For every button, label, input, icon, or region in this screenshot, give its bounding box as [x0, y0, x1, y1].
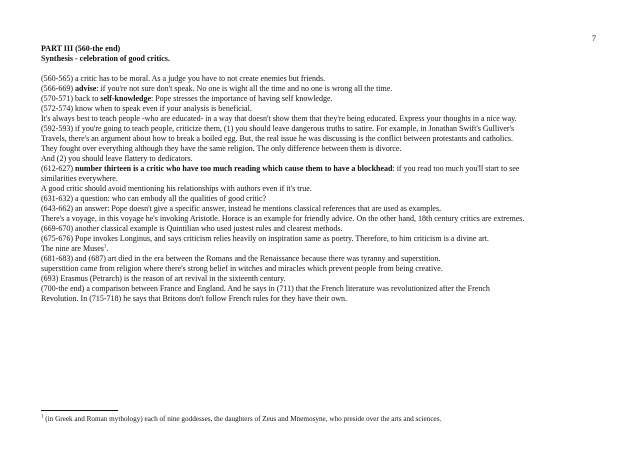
note-line: [41, 104, 601, 114]
note-line: [41, 194, 601, 204]
footnote-text: (in Greek and Roman mythology) each of nine goddesses, the daughters of Zeus and Mnemosyne, who preside over the arts and sciences.: [43, 415, 442, 423]
note-text: (566-669): [41, 84, 75, 93]
note-text: (700-the end) a comparison between France and England. And he says in (711) that the French literature was revolutionized after the French: [41, 284, 490, 293]
note-line: [41, 204, 601, 214]
note-line: [41, 94, 601, 104]
note-line: [41, 124, 601, 134]
note-text: (560-565) a critic has to be moral. As a judge you have to not create enemies but friends.: [41, 74, 326, 83]
note-text-tail: : if you're not sure don't speak. No one is wight all the time and no one is wrong all the time.: [96, 84, 393, 93]
note-text-tail: : if you read too much you'll start to see: [392, 164, 520, 173]
footnote-divider: [41, 410, 118, 411]
paragraph-gap: [41, 64, 601, 74]
note-text-tail: : Pope stresses the importance of having self knowledge.: [151, 94, 333, 103]
footnote-marker: 1: [41, 414, 44, 420]
footnote: [41, 415, 611, 424]
page-number: 7: [592, 34, 596, 43]
note-text-tail: .: [106, 244, 109, 253]
note-line: [41, 84, 601, 94]
note-line: [41, 264, 601, 274]
note-text: There's a voyage, in this voyage he's invoking Aristotle. Horace is an example for friendly advice. On the other hand, 18th century critics are extremes.: [41, 214, 525, 223]
note-line: [41, 154, 601, 164]
note-text: (572-574) know when to speak even if your analysis is beneficial.: [41, 104, 252, 113]
note-text: (643-662) an answer: Pope doesn't give a specific answer, instead he mentions classical references that are used as examples.: [41, 204, 442, 213]
note-line: [41, 144, 601, 154]
note-text: (570-571) back to: [41, 94, 101, 103]
footnote-reference: 1: [103, 244, 107, 250]
note-text: And (2) you should leave flattery to dedicators.: [41, 154, 193, 163]
note-line: [41, 274, 601, 284]
note-line: [41, 284, 601, 294]
note-text: superstition came from religion where there's strong belief in witches and miracles which prevent people from being creative.: [41, 264, 443, 273]
note-text: A good critic should avoid mentioning his relationships with authors even if it's true.: [41, 184, 312, 193]
emphasized-text: advise: [75, 84, 97, 93]
notes-lines: [41, 74, 601, 304]
section-subtitle: Synthesis - celebration of good critics.: [41, 54, 170, 63]
note-line: [41, 254, 601, 264]
note-line: [41, 164, 601, 174]
note-text: (681-683) and (687) art died in the era between the Romans and the Renaissance because there was tyranny and superstition.: [41, 254, 441, 263]
note-text: (693) Erasmus (Petrarch) is the reason of art revival in the sixteenth century.: [41, 274, 286, 283]
note-line: [41, 244, 601, 254]
note-line: [41, 74, 601, 84]
note-text: It's always best to teach people -who are educated- in a way that doesn't show them that they're being educated. Express your thoughts in a nice way.: [41, 114, 517, 123]
note-text: The nine are Muses: [41, 244, 104, 253]
note-line: [41, 294, 601, 304]
note-text: Revolution. In (715-718) he says that Britons don't follow French rules for they have their own.: [41, 294, 348, 303]
note-text: Travels, there's an argument about how to break a boiled egg. But, the real issue he was discussing is the conflict between protestants and catholics.: [41, 134, 513, 143]
note-text: (675-676) Pope invokes Longinus, and says criticism relies heavily on inspiration same as poetry. Therefore, to him criticism is a divine art.: [41, 234, 489, 243]
note-line: [41, 234, 601, 244]
emphasized-text: self-knowledge: [100, 94, 151, 103]
note-text: They fought over everything although they have the same religion. The only difference between them is divorce.: [41, 144, 402, 153]
note-line: [41, 224, 601, 234]
note-text: similarities everywhere.: [41, 174, 118, 183]
document-body: [41, 44, 601, 304]
note-text: (631-632) a question: who can embody all the qualities of good critic?: [41, 194, 267, 203]
note-text: (612-627): [41, 164, 75, 173]
note-text: (592-593) if you're going to teach people, criticize them, (1) you should leave dangerous truths to satire. For example, in Jonathan Swift's Gulliver's: [41, 124, 515, 133]
note-line: [41, 114, 601, 124]
note-line: [41, 214, 601, 224]
part-heading: PART III (560-the end): [41, 44, 121, 53]
note-line: [41, 134, 601, 144]
emphasized-text: number thirteen is a critic who have too much reading which cause them to have a blockhead: [75, 164, 393, 173]
note-line: [41, 174, 601, 184]
note-text: (669-670) another classical example is Quintilian who used justest rules and clearest methods.: [41, 224, 343, 233]
note-line: [41, 184, 601, 194]
